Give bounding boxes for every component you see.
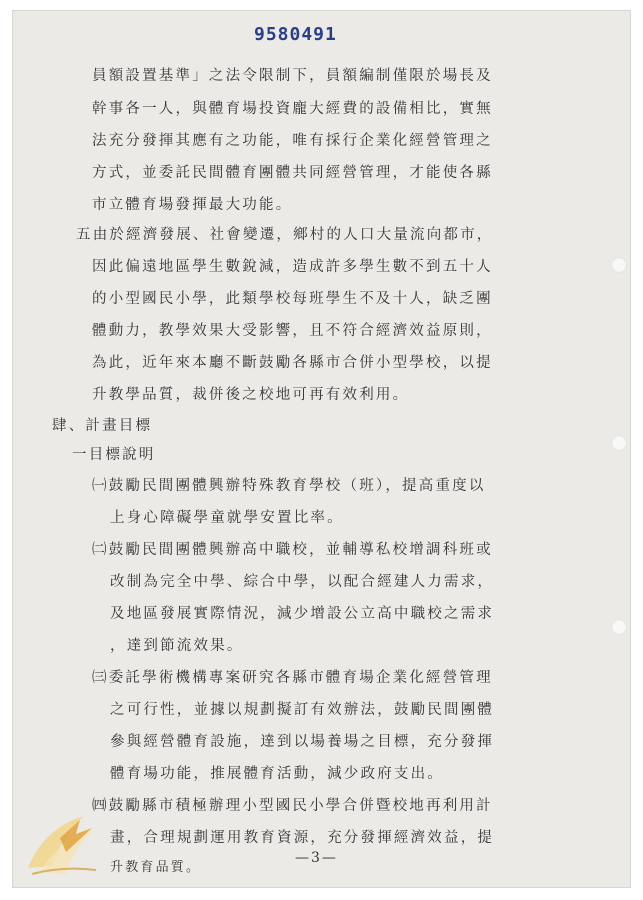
page-number: —3— <box>295 850 338 866</box>
text-line: 幹事各一人，與體育場投資龐大經費的設備相比，實無 <box>92 101 493 117</box>
text-line: 體育場功能，推展體育活動，減少政府支出。 <box>110 766 444 782</box>
section-heading: 肆、計畫目標 <box>52 418 153 434</box>
text-line: 參與經營體育設施，達到以場養場之目標，充分發揮 <box>110 734 495 750</box>
text-line: 因此偏遠地區學生數銳減，造成許多學生數不到五十人 <box>92 259 493 275</box>
text-line: 的小型國民小學，此類學校每班學生不及十人，缺乏團 <box>92 291 493 307</box>
item-four-line: ㈣鼓勵縣市積極辦理小型國民小學合併暨校地再利用計 <box>92 798 493 814</box>
text-line: 市立體育場發揮最大功能。 <box>92 197 293 213</box>
text-line: 方式，並委託民間體育團體共同經營管理，才能使各縣 <box>92 165 493 181</box>
section-five-line: 五由於經濟發展、社會變遷，鄉村的人口大量流向都市， <box>76 227 494 243</box>
text-line: 為此，近年來本廳不斷鼓勵各縣市合併小型學校，以提 <box>92 355 493 371</box>
text-line: 及地區發展實際情況，減少增設公立高中職校之需求 <box>110 606 495 622</box>
binding-hole-middle <box>611 435 627 451</box>
binding-hole-bottom <box>611 619 627 635</box>
text-line: 體動力，教學效果大受影響，且不符合經濟效益原則， <box>92 323 493 339</box>
text-line: 改制為完全中學、綜合中學，以配合經建人力需求， <box>110 574 495 590</box>
text-line: 員額設置基準」之法令限制下，員額編制僅限於場長及 <box>92 68 493 84</box>
text-line: 畫，合理規劃運用教育資源，充分發揮經濟效益，提 <box>110 830 495 846</box>
text-line: 升教育品質。 <box>110 860 202 875</box>
item-one-line: ㈠鼓勵民間團體興辦特殊教育學校（班），提高重度以 <box>92 478 486 494</box>
text-line: 上身心障礙學童就學安置比率。 <box>110 510 344 526</box>
document-number: 9580491 <box>254 24 337 45</box>
binding-hole-top <box>611 257 627 273</box>
text-line: ，達到節流效果。 <box>110 638 244 654</box>
text-line: 之可行性，並據以規劃擬訂有效辦法，鼓勵民間團體 <box>110 702 495 718</box>
item-three-line: ㈢委託學術機構專案研究各縣市體育場企業化經營管理 <box>92 670 493 686</box>
text-line: 法充分發揮其應有之功能，唯有採行企業化經營管理之 <box>92 133 493 149</box>
item-two-line: ㈡鼓勵民間團體興辦高中職校，並輔導私校增調科班或 <box>92 542 493 558</box>
archive-logo-icon <box>22 808 102 880</box>
text-line: 升教學品質，裁併後之校地可再有效利用。 <box>92 387 410 403</box>
subsection-heading: 一目標說明 <box>72 447 156 463</box>
